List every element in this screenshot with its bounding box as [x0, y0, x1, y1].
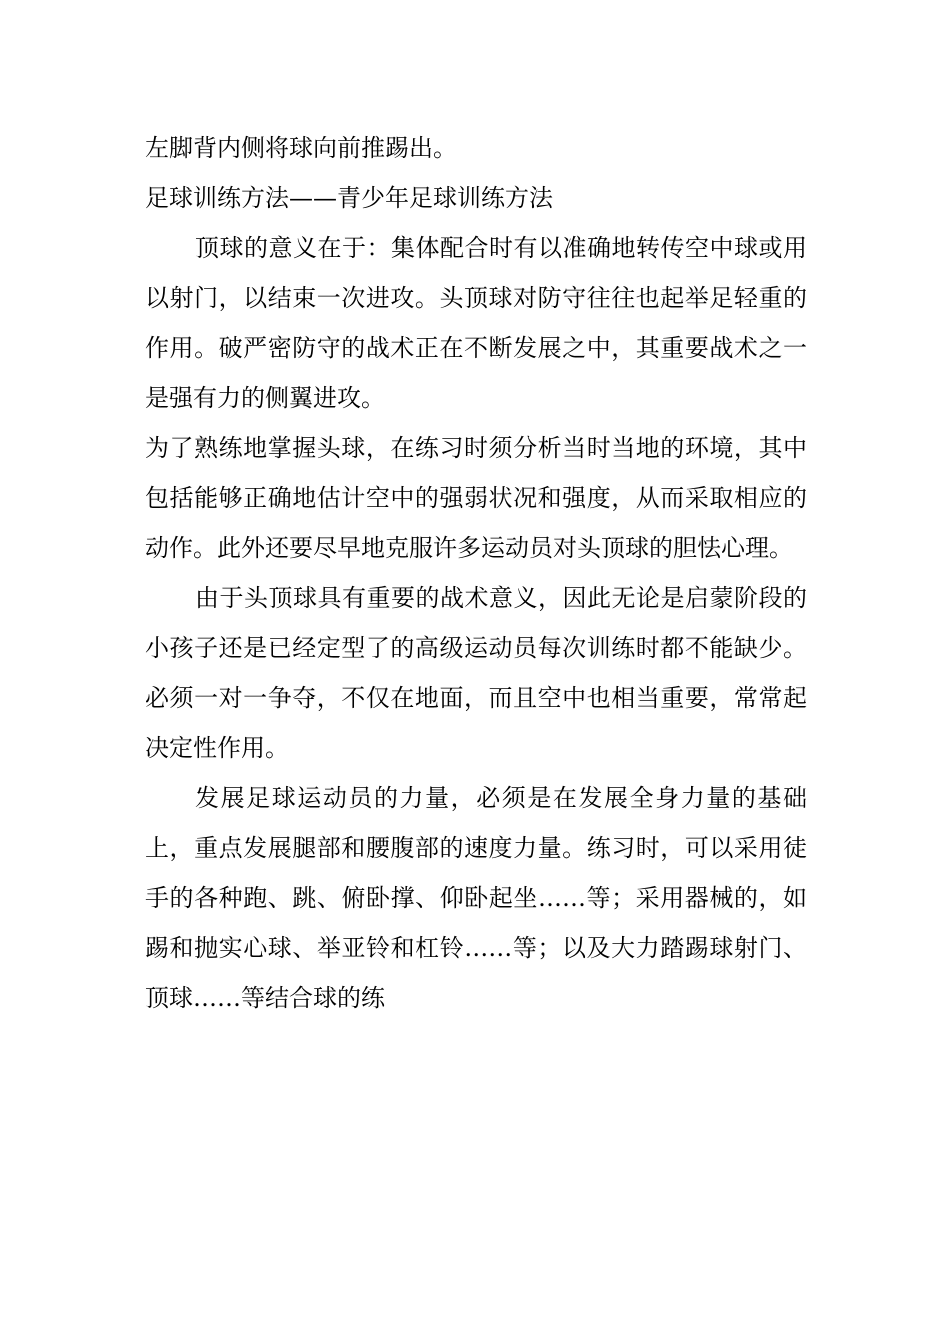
paragraph-heading-mastery: 为了熟练地掌握头球，在练习时须分析当时当地的环境，其中包括能够正确地估计空中的强弱状况和强度，从而采取相应的动作。此外还要尽早地克服许多运动员对头顶球的胆怯心理。 — [145, 434, 807, 562]
document-page — [145, 123, 807, 1023]
paragraph-strength-training: 发展足球运动员的力量，必须是在发展全身力量的基础上，重点发展腿部和腰腹部的速度力量。练习时，可以采用徒手的各种跑、跳、俯卧撑、仰卧起坐……等；采用器械的，如踢和抛实心球、举亚铃和杠铃……等；以及大力踏踢球射门、顶球……等结合球的练 — [145, 784, 807, 1012]
section-heading: 足球训练方法——青少年足球训练方法 — [145, 184, 553, 212]
paragraph-shoot-technique: 左脚背内侧将球向前推踢出。 — [145, 134, 457, 162]
paragraph-heading-significance: 顶球的意义在于：集体配合时有以准确地转传空中球或用以射门，以结束一次进攻。头顶球对防守往往也起举足轻重的作用。破严密防守的战术正在不断发展之中，其重要战术之一是强有力的侧翼进攻。 — [145, 234, 807, 412]
paragraph-heading-training: 由于头顶球具有重要的战术意义，因此无论是启蒙阶段的小孩子还是已经定型了的高级运动员每次训练时都不能缺少。必须一对一争夺，不仅在地面，而且空中也相当重要，常常起决定性作用。 — [145, 584, 807, 762]
